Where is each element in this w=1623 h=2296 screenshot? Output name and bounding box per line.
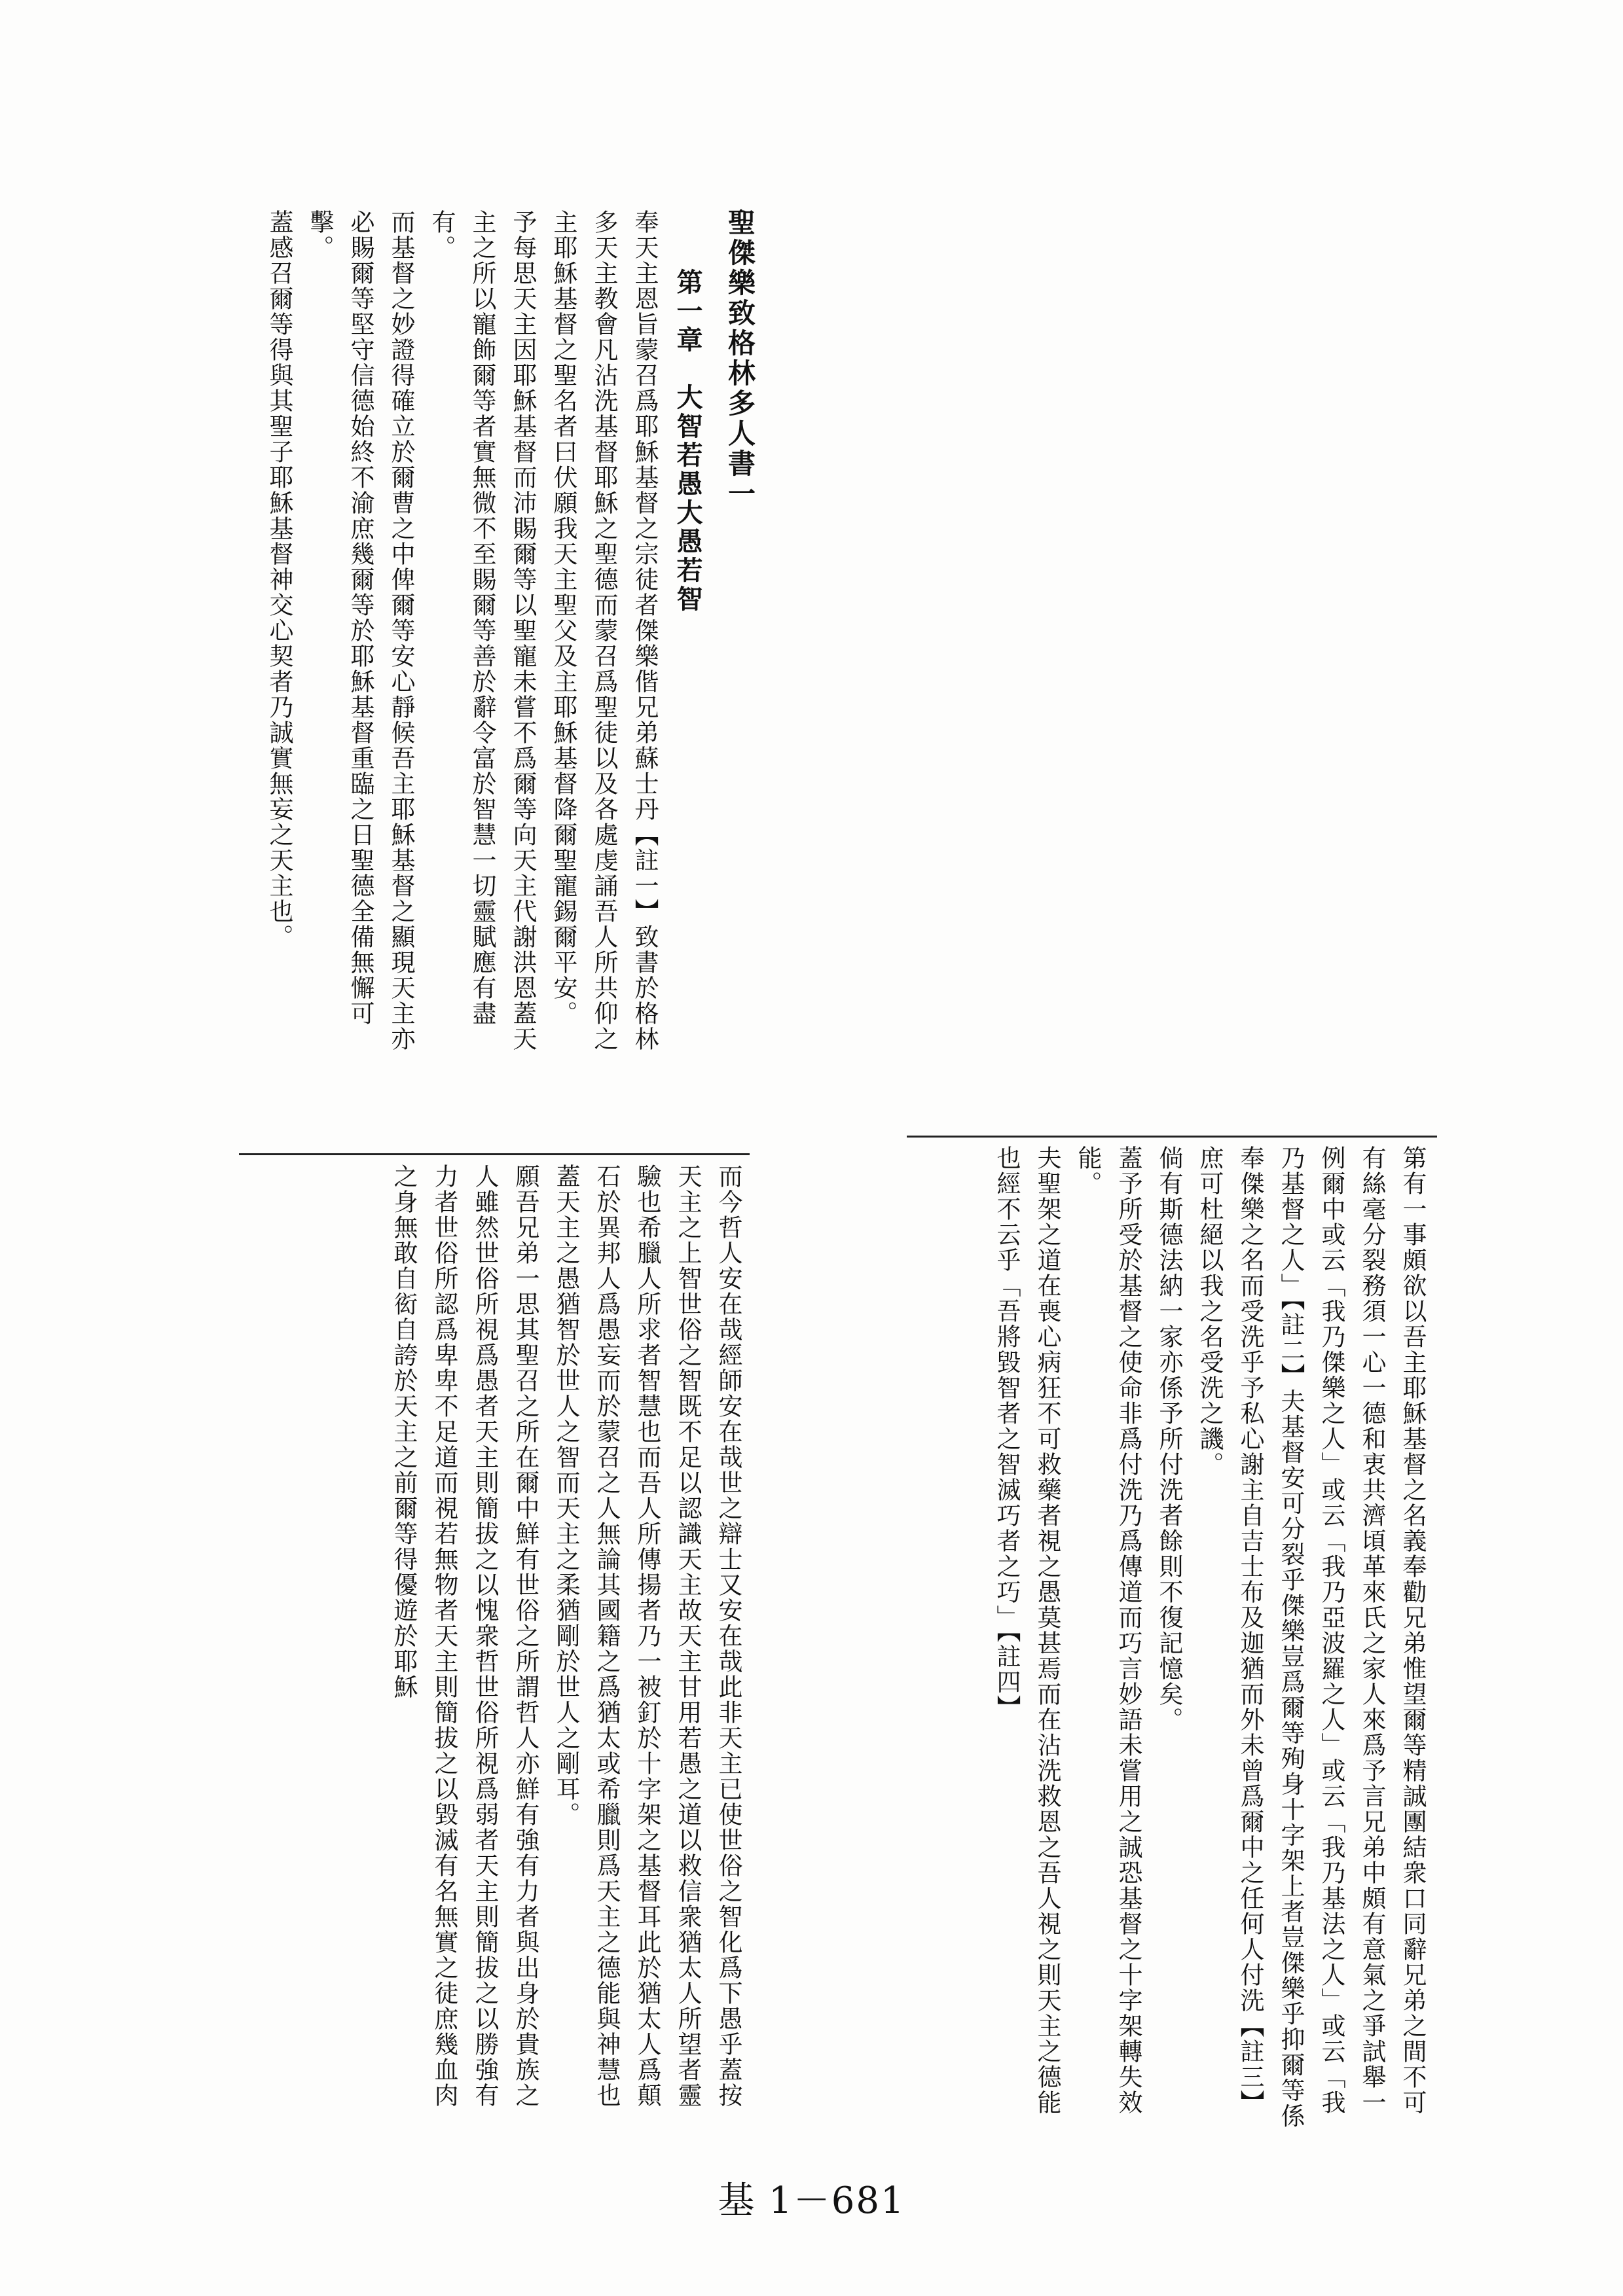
paragraph-2: 予每思天主因耶穌基督而沛賜爾等以聖寵未嘗不爲爾等向天主代謝洪恩蓋天主之所以寵飾爾等者實無微不至賜爾等善於辭令富於智慧一切靈賦應有盡有。	[428, 209, 537, 1052]
lower-left-top-rule	[239, 1153, 750, 1155]
lower-right-top-rule	[907, 1136, 1437, 1138]
book-title: 聖傑樂致格林多人書一	[724, 208, 756, 509]
paragraph-18: 夫聖架之道在喪心病狂不可救藥者視之愚莫甚焉而在沾洗救恩之吾人視之則天主之德能也經不云乎「吾將毀智者之智滅巧者之巧」【註四】	[993, 1145, 1061, 2115]
paragraph-10: 第有一事頗欲以吾主耶穌基督之名義奉勸兄弟惟望爾等精誠團結衆口同辭兄弟之間不可有絲毫分裂務須一心一德和衷共濟頃革來氏之家人來爲予言兄弟中頗有意氣之爭試舉一例爾中或云「我乃傑樂之人」或云「我乃亞波羅之人」或云「我乃基法之人」或云「我乃基督之人」【註二】夫基督安可分裂乎傑樂豈爲爾等殉身十字架上者豈傑樂乎抑爾等係奉傑樂之名而受洗乎予私心謝主自吉士布及迦猶而外未曾爲爾中之任何人付洗【註三】庶可杜絕以我之名受洗之譏。	[1195, 1145, 1427, 2129]
paragraph-16: 倘有斯德法納一家亦係予所付洗者餘則不復記憶矣。	[1155, 1145, 1183, 1732]
paragraph-3: 而基督之妙證得確立於爾曹之中俾爾等安心靜候吾主耶穌基督之顯現天主亦必賜爾等堅守信德始終不渝庶幾爾等於耶穌基督重臨之日聖德全備無懈可擊。	[306, 209, 415, 1052]
upper-text-block	[259, 209, 665, 1064]
paragraph-20: 而今哲人安在哉經師安在哉世之辯士又安在哉此非天主已使世俗之智化爲下愚乎蓋按天主之上智世俗之智既不足以認識天主故天主甘用若愚之道以救信衆猶太人所望者靈驗也希臘人所求者智慧也而吾人所傳揚者乃一被釘於十字架之基督耳此於猶太人爲顛石於異邦人爲愚妄而於蒙召之人無論其國籍之爲猶太或希臘則爲天主之德能與神慧也蓋天主之愚猶智於世人之智而天主之柔猶剛於世人之剛耳。	[552, 1164, 742, 2108]
page-number: 基 1－681	[718, 2179, 905, 2222]
paragraph-1: 奉天主恩旨蒙召爲耶穌基督之宗徒者傑樂偕兄弟蘇士丹【註一】致書於格林多天主教會凡沾洗基督耶穌之聖德而蒙召爲聖徒以及各處虔誦吾人所共仰之主耶穌基督之聖名者曰伏願我天主聖父及主耶穌基督降爾聖寵錫爾平安。	[549, 209, 659, 1052]
lower-left-text-block	[241, 1164, 748, 2126]
paragraph-17: 蓋予所受於基督之使命非爲付洗乃爲傳道而巧言妙語未嘗用之誠恐基督之十字架轉失效能。	[1074, 1145, 1142, 2115]
paragraph-26: 願吾兄弟一思其聖召之所在爾中鮮有世俗之所謂哲人亦鮮有強有力者與出身於貴族之人雖然世俗所視爲愚者天主則簡拔之以愧衆哲世俗所視爲弱者天主則簡拔之以勝強有力者世俗所認爲卑卑不足道而視若無物者天主則簡拔之以毀滅有名無實之徒庶幾血肉之身無敢自衒自誇於天主之前爾等得優遊於耶穌	[390, 1164, 539, 2108]
paragraph-4: 蓋感召爾等得與其聖子耶穌基督神交心契者乃誠實無妄之天主也。	[265, 209, 293, 950]
chapter-heading: 第一章 大智若愚大愚若智	[672, 268, 703, 614]
lower-right-text-block	[909, 1145, 1432, 2140]
